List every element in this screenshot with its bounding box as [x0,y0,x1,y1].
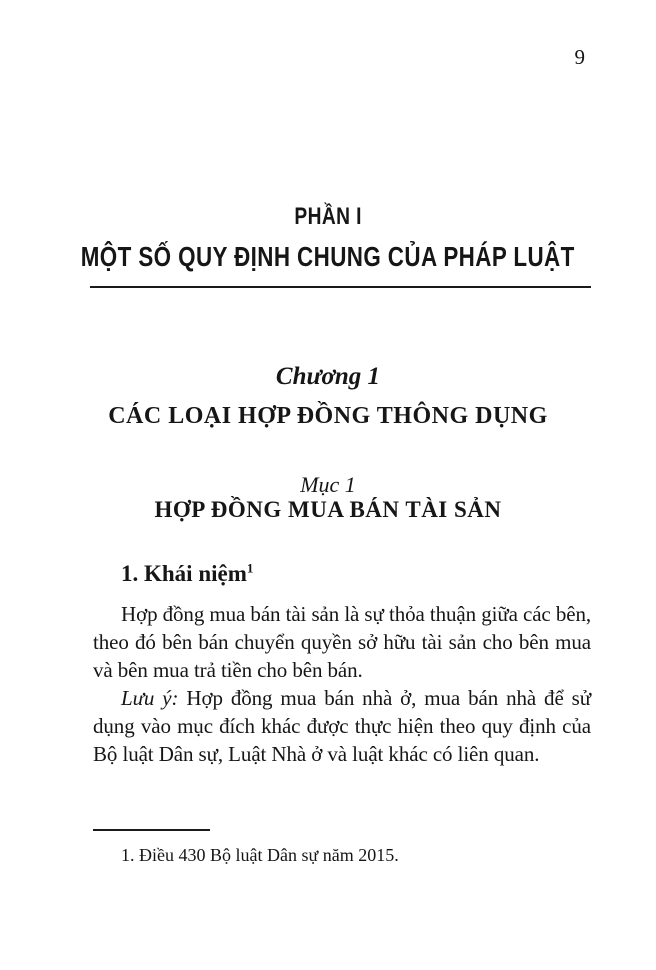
part-title [0,240,656,274]
footnote-reference-superscript: 1 [246,560,254,576]
part-divider-rule [90,286,591,288]
footnote-separator-rule [93,829,210,831]
paragraph-note [93,684,591,768]
part-title-label: MỘT SỐ QUY ĐỊNH CHUNG CỦA PHÁP LUẬT [81,241,575,272]
chapter-title: CÁC LOẠI HỢP ĐỒNG THÔNG DỤNG [108,403,548,429]
paragraph-definition [93,600,591,684]
paragraph-text: Hợp đồng mua bán tài sản là sự thỏa thuận giữa các bên, theo đó bên bán chuyển quyền sở hữu tài sản cho bên mua và bên mua trả tiền cho bên bán. [93,602,591,682]
part-kicker [0,203,656,231]
page-number: 9 [574,45,585,69]
article-heading [121,560,253,588]
article-body [93,600,591,768]
paragraph-lead-luu-y: Lưu ý: [121,686,179,710]
part-kicker-label: PHẦN I [294,203,362,230]
paragraph-text: Hợp đồng mua bán nhà ở, mua bán nhà để sử dụng vào mục đích khác được thực hiện theo quy định của Bộ luật Dân sự, Luật Nhà ở và luật khác có liên quan. [93,686,591,766]
section-kicker: Mục 1 [300,472,356,497]
article-heading-label: 1. Khái niệm [121,561,247,586]
chapter-kicker: Chương 1 [275,363,381,390]
footnote-text: 1. Điều 430 Bộ luật Dân sự năm 2015. [121,845,399,865]
section-title: HỢP ĐỒNG MUA BÁN TÀI SẢN [154,497,502,522]
